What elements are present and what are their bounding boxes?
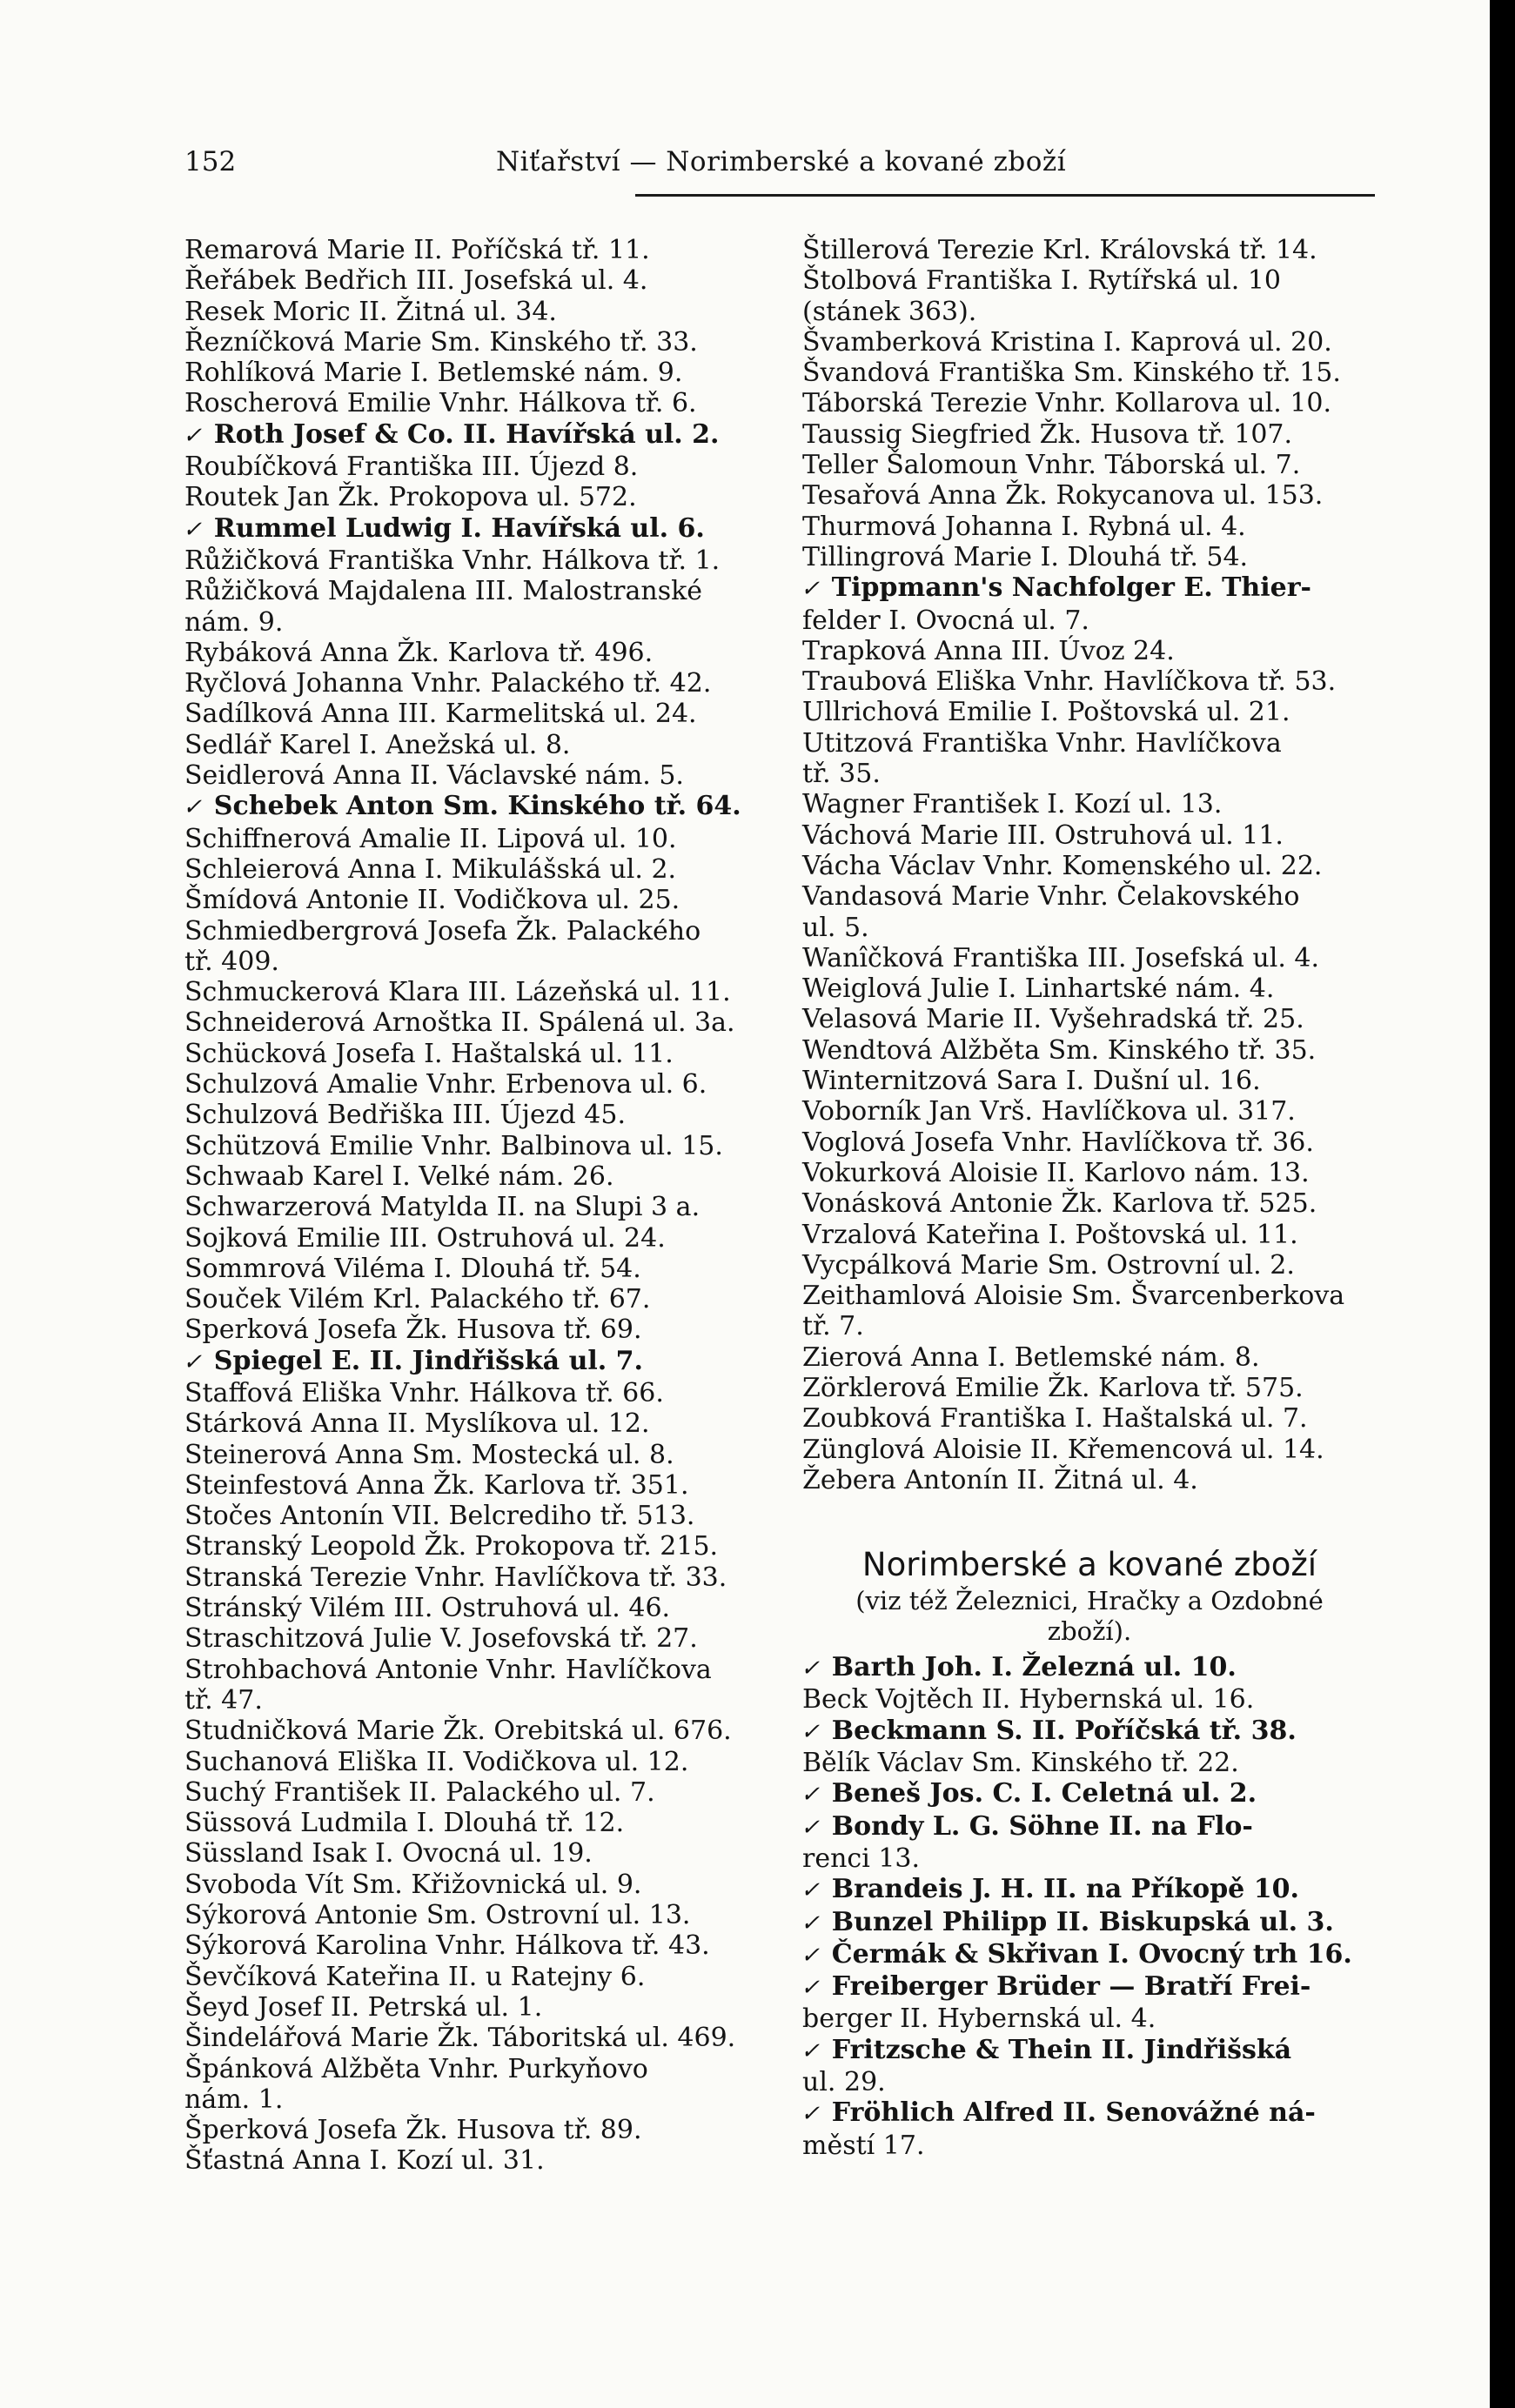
directory-entry <box>802 297 1377 327</box>
directory-entry <box>799 1971 1377 2003</box>
directory-entry <box>184 2023 754 2053</box>
entry-text: Sýkorová Karolina Vnhr. Hálkova tř. 43. <box>184 1930 710 1962</box>
entry-text: tř. 47. <box>184 1684 263 1716</box>
directory-entry <box>184 1838 754 1869</box>
directory-entry <box>184 1685 754 1716</box>
entry-text: Brandeis J. H. II. na Příkopě 10. <box>831 1874 1299 1905</box>
entry-text: Beck Vojtěch II. Hybernská ul. 16. <box>802 1684 1255 1716</box>
merchant-mark-icon: ✓ <box>799 1656 825 1682</box>
merchant-mark-icon: ✓ <box>799 1910 825 1936</box>
merchant-mark-icon: ✓ <box>799 576 825 603</box>
entry-text: Teller Šalomoun Vnhr. Táborská ul. 7. <box>802 450 1301 481</box>
directory-entry <box>184 2054 754 2084</box>
directory-entry <box>802 789 1377 819</box>
directory-entry <box>184 760 754 791</box>
entry-text: tř. 35. <box>802 759 881 790</box>
directory-entry <box>802 851 1377 881</box>
entry-text: Beckmann S. II. Poříčská tř. 38. <box>831 1715 1297 1746</box>
directory-entry <box>184 576 754 606</box>
entry-text: Barth Joh. I. Železná ul. 10. <box>831 1652 1237 1683</box>
directory-entry <box>181 418 754 452</box>
entry-text: renci 13. <box>802 1843 921 1874</box>
directory-entry <box>802 1127 1377 1158</box>
directory-entry <box>802 2003 1377 2034</box>
entry-text: Růžičková Majdalena III. Malostranské <box>184 576 703 607</box>
entry-text: Bunzel Philipp II. Biskupská ul. 3. <box>831 1906 1334 1937</box>
section-entries <box>799 1652 1377 2161</box>
directory-entry <box>184 1100 754 1130</box>
entry-text: Sojková Emilie III. Ostruhová ul. 24. <box>184 1222 666 1254</box>
entry-text: Zörklerová Emilie Žk. Karlova tř. 575. <box>802 1372 1304 1403</box>
entry-text: Roth Josef & Co. II. Havířská ul. 2. <box>213 418 720 450</box>
entry-text: Spiegel E. II. Jindřišská ul. 7. <box>213 1345 643 1376</box>
directory-entry <box>184 1777 754 1808</box>
directory-entry <box>184 1808 754 1838</box>
entry-text: ul. 5. <box>802 912 869 943</box>
directory-entry <box>184 1870 754 1900</box>
entry-text: Táborská Terezie Vnhr. Kollarova ul. 10. <box>802 388 1332 419</box>
directory-entry <box>802 1035 1377 1066</box>
entry-text: Schmuckerová Klara III. Lázeňská ul. 11. <box>184 977 731 1008</box>
entry-text: Vácha Václav Vnhr. Komenského ul. 22. <box>802 850 1323 881</box>
entry-text: Traubová Eliška Vnhr. Havlíčkova tř. 53. <box>802 666 1337 698</box>
entry-text: Bondy L. G. Söhne II. na Flo- <box>831 1810 1253 1842</box>
entry-text: Trapková Anna III. Úvoz 24. <box>802 635 1175 666</box>
right-column <box>799 235 1377 2161</box>
entry-text: Tesařová Anna Žk. Rokycanova ul. 153. <box>802 480 1324 512</box>
entry-text: Vandasová Marie Vnhr. Čelakovského <box>802 881 1300 913</box>
directory-entry <box>802 1281 1377 1311</box>
entry-text: ul. 29. <box>802 2067 886 2098</box>
entry-text: Švamberková Kristina I. Kaprová ul. 20. <box>802 326 1332 358</box>
merchant-mark-icon: ✓ <box>799 1942 825 1969</box>
directory-entry <box>802 666 1377 697</box>
entry-text: Schücková Josefa I. Haštalská ul. 11. <box>184 1038 674 1069</box>
merchant-mark-icon: ✓ <box>799 1975 825 2002</box>
directory-entry <box>184 1069 754 1100</box>
merchant-mark-icon: ✓ <box>799 1877 825 1904</box>
entry-text: Sadílková Anna III. Karmelitská ul. 24. <box>184 699 697 730</box>
entry-text: Schebek Anton Sm. Kinského tř. 64. <box>213 791 741 822</box>
directory-entry <box>184 1192 754 1222</box>
section-note-line: (viz též Železnici, Hračky a Ozdobné <box>855 1586 1324 1616</box>
merchant-mark-icon: ✓ <box>181 794 207 821</box>
entry-text: Voglová Josefa Vnhr. Havlíčkova tř. 36. <box>802 1127 1314 1158</box>
directory-entry <box>184 1562 754 1593</box>
directory-entry <box>184 1962 754 1992</box>
directory-entry <box>802 1342 1377 1373</box>
entry-text: Váchová Marie III. Ostruhová ul. 11. <box>802 819 1284 851</box>
directory-entry <box>802 820 1377 851</box>
entry-text: Švandová Františka Sm. Kinského tř. 15. <box>802 358 1341 389</box>
directory-entry <box>184 1716 754 1746</box>
entry-text: Wanîčková Františka III. Josefská ul. 4. <box>802 942 1320 973</box>
directory-entry <box>799 572 1377 605</box>
directory-entry <box>184 668 754 699</box>
entry-text: Schwaab Karel I. Velké nám. 26. <box>184 1161 614 1192</box>
directory-entry <box>184 452 754 482</box>
merchant-mark-icon: ✓ <box>799 2101 825 2128</box>
entry-text: Fritzsche & Thein II. Jindřišská <box>831 2034 1292 2065</box>
directory-entry <box>184 1470 754 1501</box>
entry-text: Wagner František I. Kozí ul. 13. <box>802 789 1223 820</box>
entry-text: Zeithamlová Aloisie Sm. Švarcenberkova <box>802 1281 1345 1312</box>
entry-text: Velasová Marie II. Vyšehradská tř. 25. <box>802 1004 1304 1035</box>
section-title: Norimberské a kované zboží <box>861 1546 1317 1584</box>
directory-entry <box>184 1254 754 1284</box>
directory-entry <box>802 542 1377 572</box>
entry-text: Fröhlich Alfred II. Senovážné ná- <box>831 2097 1316 2129</box>
entry-text: Rohlíková Marie I. Betlemské nám. 9. <box>184 358 683 389</box>
entry-text: Studničková Marie Žk. Orebitská ul. 676. <box>184 1716 732 1747</box>
directory-entry <box>184 2145 754 2176</box>
directory-entry <box>799 1810 1377 1843</box>
entry-text: Wendtová Alžběta Sm. Kinského tř. 35. <box>802 1034 1317 1066</box>
entry-text: Ryčlová Johanna Vnhr. Palackého tř. 42. <box>184 668 712 699</box>
directory-entry <box>802 1748 1377 1778</box>
entry-text: Schmiedbergrová Josefa Žk. Palackého <box>184 915 701 946</box>
directory-entry <box>184 1992 754 2023</box>
entry-text: nám. 9. <box>184 606 284 638</box>
directory-entry <box>802 388 1377 418</box>
directory-entry <box>799 1715 1377 1748</box>
directory-entry <box>802 1066 1377 1096</box>
directory-entry <box>181 512 754 545</box>
entry-text: Seidlerová Anna II. Václavské nám. 5. <box>184 760 684 792</box>
entry-text: Schulzová Bedřiška III. Újezd 45. <box>184 1100 626 1131</box>
merchant-mark-icon: ✓ <box>799 1718 825 1745</box>
section-norimberske <box>799 1544 1377 2161</box>
entry-text: Schützová Emilie Vnhr. Balbinova ul. 15. <box>184 1130 723 1161</box>
entry-text: Straschitzová Julie V. Josefovská tř. 27. <box>184 1623 698 1655</box>
directory-entry <box>184 1408 754 1439</box>
merchant-mark-icon: ✓ <box>799 1814 825 1841</box>
entry-text: Šindelářová Marie Žk. Táboritská ul. 469. <box>184 2023 736 2054</box>
directory-entry <box>184 1284 754 1314</box>
directory-entry <box>802 1096 1377 1127</box>
entry-text: Zoubková Františka I. Haštalská ul. 7. <box>802 1403 1308 1435</box>
entry-text: Stočes Antonín VII. Belcrediho tř. 513. <box>184 1501 695 1532</box>
entry-text: Vonásková Antonie Žk. Karlova tř. 525. <box>802 1188 1317 1220</box>
directory-entry <box>184 297 754 327</box>
directory-entry <box>184 1039 754 1069</box>
directory-entry <box>802 759 1377 789</box>
entry-text: Winternitzová Sara I. Dušní ul. 16. <box>802 1066 1261 1097</box>
directory-entry <box>184 1747 754 1777</box>
directory-entry <box>802 728 1377 759</box>
directory-entry <box>184 235 754 265</box>
section-note <box>802 1586 1377 1647</box>
entry-text: Šmídová Antonie II. Vodičkova ul. 25. <box>184 885 680 916</box>
directory-entry <box>802 1373 1377 1403</box>
entry-text: Thurmová Johanna I. Rybná ul. 4. <box>802 511 1246 542</box>
directory-entry <box>184 824 754 854</box>
entry-text: Stránský Vilém III. Ostruhová ul. 46. <box>184 1593 671 1624</box>
entry-text: Rybáková Anna Žk. Karlova tř. 496. <box>184 637 654 668</box>
entry-text: Staffová Eliška Vnhr. Hálkova tř. 66. <box>184 1377 664 1408</box>
directory-entry <box>802 605 1377 636</box>
directory-entry <box>799 1938 1377 1971</box>
directory-entry <box>802 235 1377 265</box>
entry-text: Roubíčková Františka III. Újezd 8. <box>184 452 639 483</box>
directory-entry <box>184 1314 754 1345</box>
entry-text: Resek Moric II. Žitná ul. 34. <box>184 296 557 327</box>
entry-text: Weiglová Julie I. Linhartské nám. 4. <box>802 973 1275 1005</box>
entry-text: Špánková Alžběta Vnhr. Purkyňovo <box>184 2053 648 2084</box>
directory-entry <box>802 1403 1377 1434</box>
directory-entry <box>184 1623 754 1654</box>
entry-text: Tillingrová Marie I. Dlouhá tř. 54. <box>802 541 1249 572</box>
directory-entry <box>184 1900 754 1930</box>
entry-text: berger II. Hybernská ul. 4. <box>802 2003 1156 2035</box>
merchant-mark-icon: ✓ <box>799 1782 825 1809</box>
directory-entry <box>184 388 754 418</box>
entry-text: Sýkorová Antonie Sm. Ostrovní ul. 13. <box>184 1900 691 1931</box>
directory-entry <box>802 1311 1377 1341</box>
running-title: Niťařství — Norimberské a kované zboží <box>496 146 1067 177</box>
entry-text: Taussig Siegfried Žk. Husova tř. 107. <box>802 418 1293 450</box>
entry-text: Stranská Terezie Vnhr. Havlíčkova tř. 33. <box>184 1562 727 1593</box>
entry-text: Žebera Antonín II. Žitná ul. 4. <box>802 1464 1198 1495</box>
entry-text: Schulzová Amalie Vnhr. Erbenova ul. 6. <box>184 1069 707 1100</box>
entry-text: Štolbová Františka I. Rytířská ul. 10 <box>802 265 1281 297</box>
directory-entry <box>184 916 754 946</box>
directory-entry <box>799 1652 1377 1684</box>
entry-text: Zünglová Aloisie II. Křemencová ul. 14. <box>802 1434 1324 1465</box>
entry-text: felder I. Ovocná ul. 7. <box>802 605 1089 636</box>
directory-entry <box>802 2067 1377 2097</box>
entry-text: Ševčíková Kateřina II. u Ratejny 6. <box>184 1961 646 1992</box>
entry-text: Bělík Václav Sm. Kinského tř. 22. <box>802 1748 1239 1779</box>
entry-text: Schleierová Anna I. Mikulášská ul. 2. <box>184 853 677 885</box>
directory-entry <box>181 1345 754 1378</box>
directory-entry <box>802 1465 1377 1495</box>
directory-entry <box>184 607 754 638</box>
entry-text: Strohbachová Antonie Vnhr. Havlíčkova <box>184 1654 712 1685</box>
entry-text: Vrzalová Kateřina I. Poštovská ul. 11. <box>802 1219 1298 1250</box>
directory-entry <box>802 512 1377 542</box>
entry-text: Stranský Leopold Žk. Prokopova tř. 215. <box>184 1531 719 1562</box>
merchant-mark-icon: ✓ <box>799 2037 825 2064</box>
directory-entry <box>184 1930 754 1961</box>
directory-entry <box>184 946 754 977</box>
directory-entry <box>802 881 1377 912</box>
directory-entry <box>802 1220 1377 1250</box>
entry-text: Steinerová Anna Sm. Mostecká ul. 8. <box>184 1439 674 1470</box>
entry-text: Čermák & Skřivan I. Ovocný trh 16. <box>831 1938 1352 1970</box>
directory-entry <box>181 791 754 823</box>
left-column <box>181 235 754 2177</box>
merchant-mark-icon: ✓ <box>181 516 207 543</box>
directory-entry <box>184 730 754 760</box>
directory-entry <box>802 943 1377 973</box>
directory-entry <box>802 419 1377 450</box>
directory-entry <box>184 482 754 512</box>
entry-text: nám. 1. <box>184 2084 284 2115</box>
entry-text: (stánek 363). <box>802 296 977 327</box>
directory-entry <box>802 358 1377 388</box>
directory-entry <box>802 265 1377 296</box>
entry-text: Schneiderová Arnoštka II. Spálená ul. 3a. <box>184 1007 735 1039</box>
page-header <box>184 146 1373 190</box>
entry-text: Routek Jan Žk. Prokopova ul. 572. <box>184 482 637 513</box>
directory-entry <box>799 1874 1377 1906</box>
directory-entry <box>802 1004 1377 1034</box>
entry-text: Süssland Isak I. Ovocná ul. 19. <box>184 1838 593 1870</box>
entry-text: Šperková Josefa Žk. Husova tř. 89. <box>184 2115 642 2146</box>
entry-text: tř. 7. <box>802 1311 864 1342</box>
entry-text: tř. 409. <box>184 946 279 977</box>
entry-text: Šťastná Anna I. Kozí ul. 31. <box>184 2145 545 2177</box>
directory-entry <box>184 1655 754 1685</box>
directory-entry <box>184 854 754 885</box>
entry-text: Sperková Josefa Žk. Husova tř. 69. <box>184 1314 642 1346</box>
entry-text: Utitzová Františka Vnhr. Havlíčkova <box>802 727 1282 759</box>
entry-text: Vokurková Aloisie II. Karlovo nám. 13. <box>802 1157 1310 1188</box>
merchant-mark-icon: ✓ <box>181 422 207 449</box>
right-entries <box>799 235 1377 1495</box>
entry-text: Sedlář Karel I. Anežská ul. 8. <box>184 729 571 760</box>
directory-entry <box>802 1188 1377 1219</box>
directory-entry <box>184 327 754 358</box>
directory-entry <box>184 1378 754 1408</box>
directory-entry <box>184 265 754 296</box>
entry-text: Řeřábek Bedřich III. Josefská ul. 4. <box>184 265 648 297</box>
directory-entry <box>799 1906 1377 1939</box>
directory-entry <box>799 1778 1377 1810</box>
directory-entry <box>184 885 754 915</box>
entry-text: Roscherová Emilie Vnhr. Hálkova tř. 6. <box>184 388 697 419</box>
entry-text: Freiberger Brüder — Bratří Frei- <box>831 1971 1311 2003</box>
header-rule <box>635 194 1375 197</box>
directory-entry <box>184 1223 754 1254</box>
directory-entry <box>802 973 1377 1004</box>
directory-entry <box>184 1531 754 1562</box>
entry-text: Souček Vilém Krl. Palackého tř. 67. <box>184 1284 651 1315</box>
entry-text: Řezníčková Marie Sm. Kinského tř. 33. <box>184 326 698 358</box>
directory-entry <box>184 1131 754 1161</box>
merchant-mark-icon: ✓ <box>181 1348 207 1375</box>
page-number: 152 <box>184 146 237 177</box>
entry-text: Remarová Marie II. Poříčská tř. 11. <box>184 235 650 265</box>
entry-text: Rummel Ludwig I. Havířská ul. 6. <box>213 512 705 544</box>
entry-text: Štillerová Terezie Krl. Královská tř. 14. <box>802 235 1317 265</box>
directory-entry <box>802 636 1377 666</box>
directory-entry <box>184 358 754 388</box>
entry-text: Svoboda Vít Sm. Křižovnická ul. 9. <box>184 1869 642 1900</box>
directory-entry <box>184 699 754 729</box>
directory-entry <box>802 697 1377 727</box>
directory-entry <box>184 1501 754 1531</box>
directory-entry <box>802 2130 1377 2161</box>
directory-entry <box>802 1250 1377 1281</box>
directory-entry <box>799 2034 1377 2067</box>
section-note-line: zboží). <box>1047 1616 1132 1647</box>
entry-text: městí 17. <box>802 2130 925 2161</box>
entry-text: Voborník Jan Vrš. Havlíčkova ul. 317. <box>802 1096 1296 1127</box>
directory-entry <box>802 450 1377 480</box>
directory-entry <box>802 480 1377 511</box>
directory-entry <box>184 977 754 1007</box>
entry-text: Ullrichová Emilie I. Poštovská ul. 21. <box>802 697 1290 728</box>
directory-entry <box>184 1440 754 1470</box>
entry-text: Zierová Anna I. Betlemské nám. 8. <box>802 1341 1260 1373</box>
directory-entry <box>799 2097 1377 2130</box>
directory-entry <box>802 327 1377 358</box>
entry-text: Vycpálková Marie Sm. Ostrovní ul. 2. <box>802 1249 1295 1281</box>
entry-text: Růžičková Františka Vnhr. Hálkova tř. 1. <box>184 545 721 576</box>
entry-text: Suchanová Eliška II. Vodičkova ul. 12. <box>184 1746 689 1777</box>
entry-text: Tippmann's Nachfolger E. Thier- <box>831 572 1311 604</box>
directory-entry <box>184 1161 754 1192</box>
directory-entry <box>184 1593 754 1623</box>
directory-entry <box>184 1007 754 1038</box>
directory-entry <box>802 1435 1377 1465</box>
scan-edge <box>1490 0 1515 2408</box>
directory-entry <box>184 545 754 576</box>
directory-entry <box>802 1684 1377 1715</box>
entry-text: Suchý František II. Palackého ul. 7. <box>184 1776 655 1808</box>
directory-entry <box>184 638 754 668</box>
entry-text: Süssová Ludmila I. Dlouhá tř. 12. <box>184 1808 625 1839</box>
directory-entry <box>802 913 1377 943</box>
entry-text: Šeyd Josef II. Petrská ul. 1. <box>184 1991 543 2023</box>
entry-text: Schiffnerová Amalie II. Lipová ul. 10. <box>184 823 677 854</box>
directory-entry <box>184 2084 754 2115</box>
entry-text: Stárková Anna II. Myslíkova ul. 12. <box>184 1408 650 1440</box>
directory-entry <box>802 1843 1377 1874</box>
entry-text: Sommrová Viléma I. Dlouhá tř. 54. <box>184 1253 641 1284</box>
entry-text: Steinfestová Anna Žk. Karlova tř. 351. <box>184 1469 689 1501</box>
directory-entry <box>802 1158 1377 1188</box>
entry-text: Beneš Jos. C. I. Celetná ul. 2. <box>831 1778 1257 1809</box>
directory-entry <box>184 2115 754 2145</box>
entry-text: Schwarzerová Matylda II. na Slupi 3 a. <box>184 1192 701 1223</box>
